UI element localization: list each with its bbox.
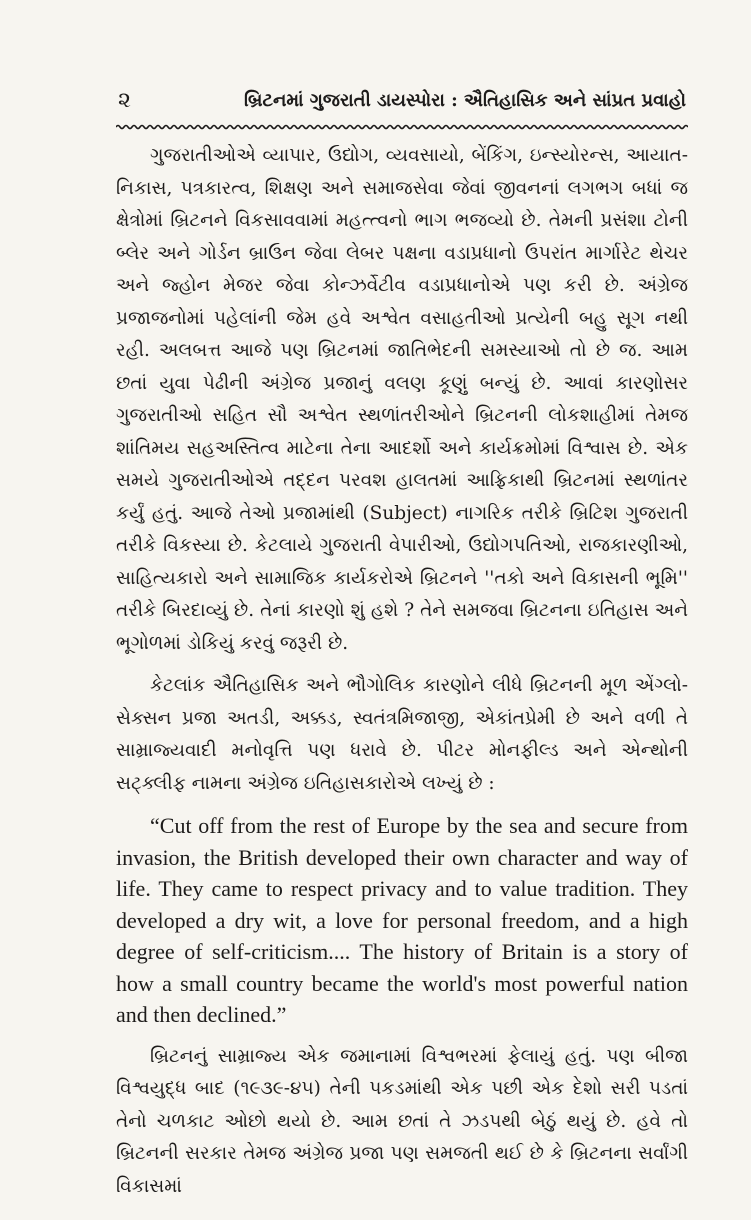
paragraph-gujarati-contribution: ગુજરાતીઓએ વ્યાપાર, ઉદ્યોગ, વ્યવસાયો, બેંકિંગ, ઇન્સ્યોરન્સ, આયાત-નિકાસ, પત્રકારત્વ, શિક્ષણ અને સમાજસેવા જેવાં જીવનનાં લગભગ બધાં જ ક્ષેત્રોમાં બ્રિટનને વિકસાવવામાં મહત્ત્વનો ભાગ ભજવ્યો છે. તેમની પ્રસંશા ટોની બ્લેર અને ગોર્ડન બ્રાઉન જેવા લેબર પક્ષના વડાપ્રધાનો ઉપરાંત માર્ગારેટ થેચર અને જ્હોન મેજર જેવા કોન્ઝર્વેટીવ વડાપ્રધાનોએ પણ કરી છે. અંગ્રેજ પ્રજાજનોમાં પહેલાંની જેમ હવે અશ્વેત વસાહતીઓ પ્રત્યેની બહુ સૂગ નથી રહી. અલબત્ત આજે પણ બ્રિટનમાં જાતિભેદની સમસ્યાઓ તો છે જ. આમ છતાં યુવા પેઢીની અંગ્રેજ પ્રજાનું વલણ કૂણું બન્યું છે. આવાં કારણોસર ગુજરાતીઓ સહિત સૌ અશ્વેત સ્થળાંતરીઓને બ્રિટનની લોકશાહીમાં તેમજ શાંતિમય સહઅસ્તિત્વ માટેના તેના આદર્શો અને કાર્યક્રમોમાં વિશ્વાસ છે. એક સમયે ગુજરાતીઓએ તદ્દન પરવશ હાલતમાં આફ્રિકાથી બ્રિટનમાં સ્થળાંતર કર્યું હતું. આજે તેઓ પ્રજામાંથી (Subject) નાગરિક તરીકે બ્રિટિશ ગુજરાતી તરીકે વિકસ્યા છે. કેટલાયે ગુજરાતી વેપારીઓ, ઉદ્યોગપતિઓ, રાજકારણીઓ, સાહિત્યકારો અને સામાજિક કાર્યકરોએ બ્રિટનને ''તકો અને વિકાસની ભૂમિ'' તરીકે બિરદાવ્યું છે. તેનાં કારણો શું હશે ? તેને સમજવા બ્રિટનના ઇતિહાસ અને ભૂગોળમાં ડોકિયું કરવું જરૂરી છે. <box>116 145 688 654</box>
body-text <box>116 140 688 1203</box>
paragraph-british-empire: બ્રિટનનું સામ્રાજ્ય એક જમાનામાં વિશ્વભરમાં ફેલાયું હતું. પણ બીજા વિશ્વયુદ્ધ બાદ (૧૯૩૯-૪૫) તેની પકડમાંથી એક પછી એક દેશો સરી પડતાં તેનો ચળકાટ ઓછો થયો છે. આમ છતાં તે ઝડપથી બેઠું થયું છે. હવે તો બ્રિટનની સરકાર તેમજ અંગ્રેજ પ્રજા પણ સમજતી થઈ છે કે બ્રિટનના સર્વાંગી વિકાસમાં <box>116 1045 688 1197</box>
page-header <box>118 86 686 120</box>
paragraph-anglo-saxon-character: કેટલાંક ઐતિહાસિક અને ભૌગોલિક કારણોને લીધે બ્રિટનની મૂળ એંગ્લો-સેક્સન પ્રજા અતડી, અક્કડ, સ્વતંત્રમિજાજી, એકાંતપ્રેમી છે અને વળી તે સામ્રાજ્યવાદી મનોવૃત્તિ પણ ધરાવે છે. પીટર મોનફીલ્ડ અને એન્થોની સટ્ક્લીફ નામના અંગ્રેજ ઇતિહાસકારોએ લખ્યું છે : <box>116 675 688 794</box>
english-quotation: “Cut off from the rest of Europe by the sea and secure from invasion, the British developed their own character and way of life. They came to respect privacy and to value tradition. They developed a dry wit, a love for personal freedom, and a high degree of self-criticism.... The history of Britain is a story of how a small country became the world's most powerful nation and then declined.” <box>116 813 688 1027</box>
wavy-header-rule <box>116 124 688 130</box>
running-title: બ્રિટનમાં ગુજરાતી ડાયસ્પોરા : ઐતિહાસિક અને સાંપ્રત પ્રવાહો <box>243 90 686 111</box>
page-number: ૨ <box>118 88 131 113</box>
